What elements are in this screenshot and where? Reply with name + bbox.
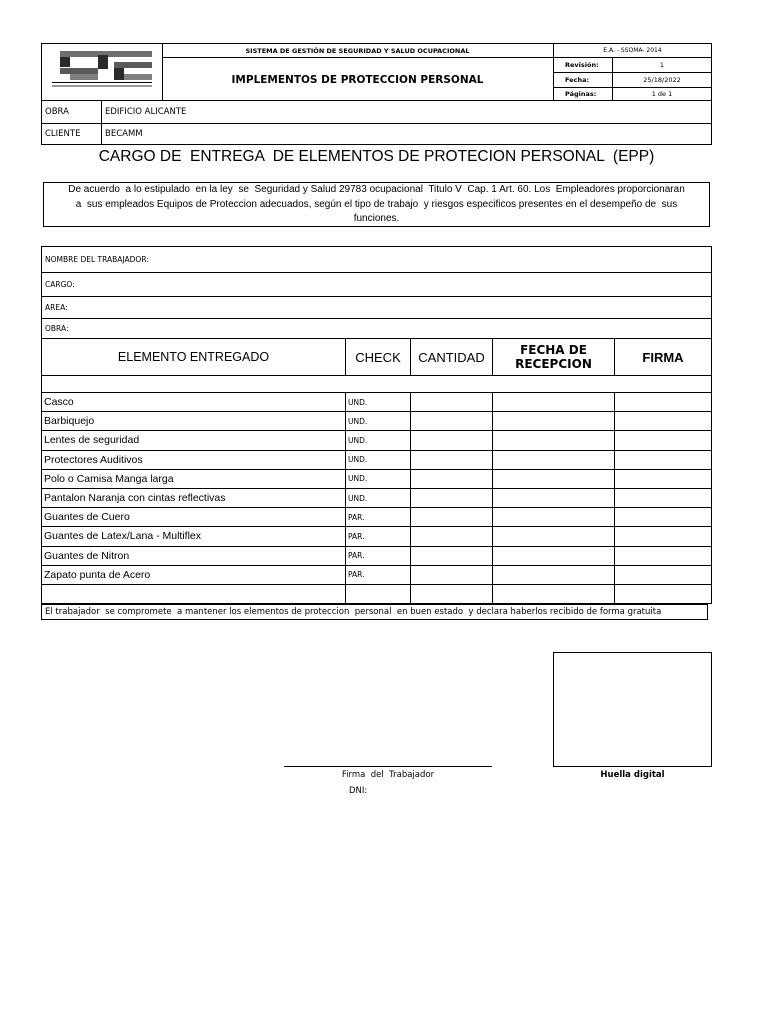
item-unit: PAR.	[345, 565, 411, 585]
date-value: 25/18/2022	[643, 75, 681, 84]
main-title: CARGO DE ENTREGA DE ELEMENTOS DE PROTECION PERSONAL (EPP)	[98, 148, 655, 165]
item-signature-cell[interactable]	[614, 526, 712, 546]
item-name: Polo o Camisa Manga larga	[41, 469, 346, 489]
item-quantity-cell[interactable]	[410, 488, 493, 508]
table-empty-row-cell[interactable]	[614, 584, 712, 604]
worker-cargo-label: CARGO:	[45, 280, 75, 289]
worker-obra-label: OBRA:	[45, 324, 69, 333]
worker-obra-field[interactable]	[41, 318, 712, 339]
signature-line	[284, 766, 492, 767]
item-name: Zapato punta de Acero	[41, 565, 346, 585]
pages-value: 1 de 1	[651, 90, 673, 98]
revision-label: Revisión:	[565, 61, 599, 69]
item-date-cell[interactable]	[492, 507, 615, 527]
item-unit: PAR.	[345, 507, 411, 527]
table-empty-row-cell[interactable]	[492, 584, 615, 604]
item-signature-cell[interactable]	[614, 565, 712, 585]
item-signature-cell[interactable]	[614, 392, 712, 412]
item-quantity-cell[interactable]	[410, 565, 493, 585]
item-name: Casco	[41, 392, 346, 412]
item-name: Protectores Auditivos	[41, 450, 346, 470]
item-date-cell[interactable]	[492, 411, 615, 431]
item-unit: UND.	[345, 411, 411, 431]
item-unit: UND.	[345, 430, 411, 450]
item-quantity-cell[interactable]	[410, 546, 493, 566]
item-quantity-cell[interactable]	[410, 526, 493, 546]
document-code: E.A. - SSOMA- 2014	[603, 47, 662, 54]
item-signature-cell[interactable]	[614, 488, 712, 508]
worker-area-label: AREA:	[45, 303, 68, 312]
item-quantity-cell[interactable]	[410, 411, 493, 431]
intro-line-1: De acuerdo a lo estipulado en la ley se Seguridad y Salud 29783 ocupacional Titulo V Cap. 1 Art. 60. Los Empleadores proporcionaran	[68, 184, 685, 195]
item-date-cell[interactable]	[492, 546, 615, 566]
intro-line-3: funciones.	[353, 213, 400, 224]
fingerprint-label: Huella digital	[600, 770, 665, 780]
table-spacer-row	[41, 375, 712, 393]
item-date-cell[interactable]	[492, 565, 615, 585]
col-header-check: CHECK	[345, 338, 411, 376]
item-name: Barbiquejo	[41, 411, 346, 431]
worker-cargo-field[interactable]	[41, 272, 712, 297]
col-header-element: ELEMENTO ENTREGADO	[41, 338, 346, 376]
intro-line-2: a sus empleados Equipos de Proteccion adecuados, según el tipo de trabajo y riesgos especificos presentes en el desempeño de sus	[75, 199, 678, 210]
system-title: SISTEMA DE GESTIÓN DE SEGURIDAD Y SALUD OCUPACIONAL	[245, 46, 470, 55]
revision-value: 1	[659, 61, 665, 69]
obra-value: EDIFICIO ALICANTE	[101, 101, 712, 124]
worker-name-label: NOMBRE DEL TRABAJADOR:	[45, 255, 149, 264]
item-signature-cell[interactable]	[614, 450, 712, 470]
worker-name-field[interactable]	[41, 246, 712, 273]
worker-area-field[interactable]	[41, 296, 712, 319]
item-quantity-cell[interactable]	[410, 392, 493, 412]
item-date-cell[interactable]	[492, 488, 615, 508]
item-signature-cell[interactable]	[614, 546, 712, 566]
cliente-label: CLIENTE	[41, 123, 102, 145]
pages-label: Páginas:	[565, 90, 597, 98]
item-name: Lentes de seguridad	[41, 430, 346, 450]
item-date-cell[interactable]	[492, 450, 615, 470]
item-quantity-cell[interactable]	[410, 507, 493, 527]
item-date-cell[interactable]	[492, 526, 615, 546]
item-date-cell[interactable]	[492, 392, 615, 412]
dni-label: DNI:	[349, 786, 368, 796]
item-date-cell[interactable]	[492, 430, 615, 450]
item-name: Guantes de Nitron	[41, 546, 346, 566]
item-unit: PAR.	[345, 526, 411, 546]
item-unit: UND.	[345, 488, 411, 508]
item-quantity-cell[interactable]	[410, 430, 493, 450]
col-header-date	[492, 338, 615, 376]
col-header-date-line2: RECEPCION	[515, 357, 592, 371]
worker-signature-label: Firma del Trabajador	[341, 770, 435, 780]
company-logo	[42, 44, 162, 100]
table-empty-row-cell[interactable]	[410, 584, 493, 604]
col-header-quantity: CANTIDAD	[410, 338, 493, 376]
item-unit: PAR.	[345, 546, 411, 566]
cliente-value: BECAMM	[101, 123, 712, 145]
form-title: IMPLEMENTOS DE PROTECCION PERSONAL	[231, 73, 484, 86]
col-header-date-line1: FECHA DE	[520, 343, 587, 357]
date-label: Fecha:	[565, 75, 590, 84]
item-name: Guantes de Latex/Lana - Multiflex	[41, 526, 346, 546]
item-name: Pantalon Naranja con cintas reflectivas	[41, 488, 346, 508]
item-unit: UND.	[345, 450, 411, 470]
item-name: Guantes de Cuero	[41, 507, 346, 527]
item-quantity-cell[interactable]	[410, 469, 493, 489]
item-signature-cell[interactable]	[614, 469, 712, 489]
item-date-cell[interactable]	[492, 469, 615, 489]
col-header-signature: FIRMA	[614, 338, 712, 376]
item-unit: UND.	[345, 392, 411, 412]
obra-label: OBRA	[41, 101, 102, 124]
item-signature-cell[interactable]	[614, 430, 712, 450]
fingerprint-box[interactable]	[553, 652, 712, 767]
commitment-text: El trabajador se compromete a mantener los elementos de proteccion personal en buen estado y declara haberlos recibido de forma gratuita	[41, 604, 708, 620]
item-unit: UND.	[345, 469, 411, 489]
item-signature-cell[interactable]	[614, 411, 712, 431]
item-signature-cell[interactable]	[614, 507, 712, 527]
item-quantity-cell[interactable]	[410, 450, 493, 470]
table-empty-row-cell[interactable]	[345, 584, 411, 604]
table-empty-row-cell[interactable]	[41, 584, 346, 604]
